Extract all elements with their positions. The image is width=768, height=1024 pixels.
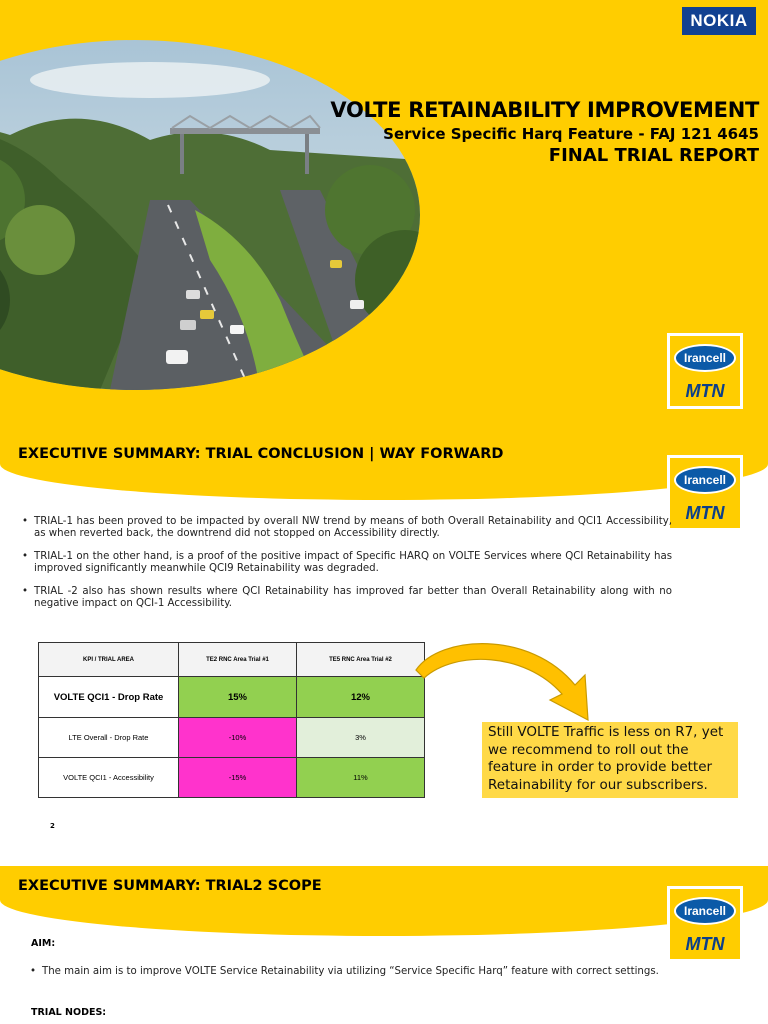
kpi-value-trial2: 11% (297, 758, 425, 798)
page-number: 2 (50, 822, 55, 830)
irancell-logo-text: Irancell (674, 897, 736, 925)
curved-arrow-icon (410, 630, 610, 730)
slide-gap (0, 840, 768, 866)
kpi-name: VOLTE QCI1 - Accessibility (39, 758, 179, 798)
irancell-logo-text: Irancell (674, 466, 736, 494)
irancell-mtn-logo (667, 333, 743, 409)
irancell-mtn-logo-summary (667, 455, 743, 531)
cover-report-label: FINAL TRIAL REPORT (548, 145, 759, 166)
cover-title-block (330, 98, 759, 166)
cover-slide (0, 0, 768, 430)
table-row (39, 677, 425, 718)
scope-slide (0, 866, 768, 1024)
table-row (39, 758, 425, 798)
mtn-logo-text: MTN (685, 934, 725, 954)
summary-bullet-3: • TRIAL -2 also has shown results where QCI Retainability has improved far better than Overall Retainability along with no negative impact on QCI-1 Accessibility. (22, 586, 672, 610)
kpi-value-trial1: -15% (179, 758, 297, 798)
kpi-name: VOLTE QCI1 - Drop Rate (39, 677, 179, 718)
kpi-value-trial1: -10% (179, 718, 297, 758)
summary-banner (0, 430, 768, 500)
kpi-header-trial1: TE2 RNC Area Trial #1 (179, 643, 297, 677)
summary-title: EXECUTIVE SUMMARY: TRIAL CONCLUSION | WAY FORWARD (18, 446, 504, 462)
aim-bullets (30, 966, 680, 989)
kpi-table (38, 642, 425, 798)
summary-bullet-2: • TRIAL-1 on the other hand, is a proof of the positive impact of Specific HARQ on VOLTE Services where QCI Retainability has improved significantly meanwhile QCI9 Retainability was degraded. (22, 551, 672, 575)
scope-title: EXECUTIVE SUMMARY: TRIAL2 SCOPE (18, 878, 322, 894)
kpi-header-area: KPI / TRIAL AREA (39, 643, 179, 677)
aim-bullet: • The main aim is to improve VOLTE Service Retainability via utilizing “Service Specific Harq” feature with correct settings. (30, 966, 680, 978)
trial-nodes-label: TRIAL NODES: (31, 1007, 107, 1018)
table-row (39, 718, 425, 758)
cover-subtitle: Service Specific Harq Feature - FAJ 121 4645 (383, 125, 759, 143)
aim-label: AIM: (31, 938, 56, 949)
irancell-mtn-logo-scope (667, 886, 743, 962)
mtn-logo-text: MTN (685, 503, 725, 523)
kpi-value-trial1: 15% (179, 677, 297, 718)
kpi-value-trial2: 3% (297, 718, 425, 758)
summary-slide (0, 430, 768, 840)
recommendation-callout: Still VOLTE Traffic is less on R7, yet we recommend to roll out the feature in order to provide better Retainability for our subscribers. (482, 722, 738, 798)
kpi-name: LTE Overall - Drop Rate (39, 718, 179, 758)
nokia-logo: NOKIA (682, 7, 756, 35)
kpi-value-trial2: 12% (297, 677, 425, 718)
summary-bullets (22, 516, 672, 621)
cover-title: VOLTE RETAINABILITY IMPROVEMENT (330, 98, 759, 122)
summary-bullet-1: • TRIAL-1 has been proved to be impacted by overall NW trend by means of both Overall Retainability and QCI1 Accessibility, as when reverted back, the downtrend did not stopped on Accessibility directly. (22, 516, 672, 540)
scope-banner (0, 866, 768, 936)
irancell-logo-text: Irancell (674, 344, 736, 372)
mtn-logo-text: MTN (685, 381, 725, 401)
kpi-table-header (39, 643, 425, 677)
kpi-header-trial2: TE5 RNC Area Trial #2 (297, 643, 425, 677)
